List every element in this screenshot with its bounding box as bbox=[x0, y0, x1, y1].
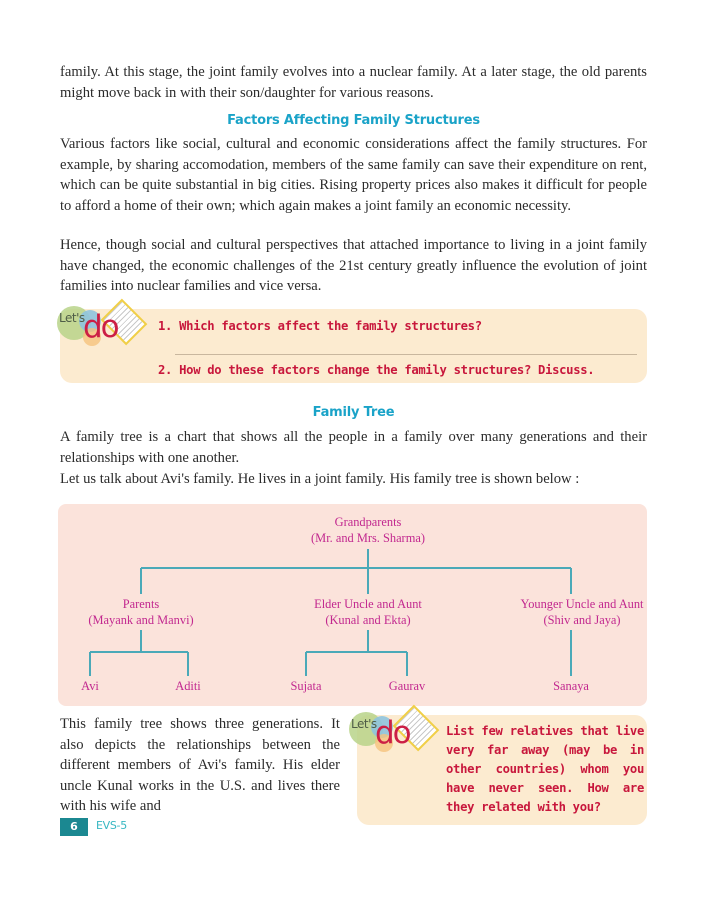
family-tree-after-paragraph: This family tree shows three generations. It also depicts the relationships between the different members of Avi's family. His elder uncle Kunal works in the U.S. and lives there with his wife and bbox=[60, 716, 340, 814]
tree-node-grandparents: Grandparents (Mr. and Mrs. Sharma) bbox=[311, 515, 425, 545]
tree-node-elder-uncle-aunt: Elder Uncle and Aunt (Kunal and Ekta) bbox=[314, 597, 422, 627]
tree-node-aditi: Aditi bbox=[175, 679, 201, 693]
family-tree-paragraph-2: Let us talk about Avi's family. He lives in a joint family. His family tree is shown below : bbox=[60, 471, 580, 487]
tree-node-sujata: Sujata bbox=[290, 679, 322, 693]
tree-node-avi: Avi bbox=[81, 679, 99, 693]
lets-do-question-1: 1. Which factors affect the family structures? bbox=[158, 319, 482, 333]
family-tree-paragraph-1: A family tree is a chart that shows all the people in a family over many generations and their relationships with one another. bbox=[60, 429, 647, 466]
book-label: EVS-5 bbox=[96, 819, 127, 832]
tree-node-parents: Parents (Mayank and Manvi) bbox=[88, 597, 194, 627]
intro-paragraph: family. At this stage, the joint family evolves into a nuclear family. At a later stage, the old parents might move back in with their son/daughter for various reasons. bbox=[60, 64, 647, 101]
lets-do-question-2: 2. How do these factors change the family structures? Discuss. bbox=[158, 363, 595, 377]
section-heading-family-tree: Family Tree bbox=[312, 405, 395, 420]
lets-do-badge-icon: Let's do bbox=[349, 708, 439, 768]
lets-do-activity-text: List few relatives that live very far away (may be in other countries) whom you have never seen. How are they related with you? bbox=[446, 724, 644, 814]
page-number: 6 bbox=[60, 818, 88, 836]
tree-node-younger-uncle-aunt: Younger Uncle and Aunt (Shiv and Jaya) bbox=[520, 597, 644, 627]
factors-paragraph-1: Various factors like social, cultural and economic considerations affect the family structures. For example, by sharing accomodation, members of the same family can save their expenditure on rent, which can be quite substantial in big cities. Rising property prices also makes it difficult for people to afford a home of their own; which again makes a joint family an economic necessity. bbox=[60, 136, 647, 214]
factors-paragraph-2: Hence, though social and cultural perspectives that attached importance to living in a joint family have changed, the economic challenges of the 21st century greatly influence the evolution of joint families into nuclear families and vice versa. bbox=[60, 237, 647, 294]
tree-node-gaurav: Gaurav bbox=[388, 679, 426, 693]
lets-do-badge-icon: Let's do bbox=[57, 302, 147, 362]
question-divider bbox=[175, 354, 637, 355]
tree-node-sanaya: Sanaya bbox=[553, 679, 589, 693]
section-heading-factors: Factors Affecting Family Structures bbox=[227, 113, 480, 128]
family-tree-chart bbox=[58, 504, 647, 706]
